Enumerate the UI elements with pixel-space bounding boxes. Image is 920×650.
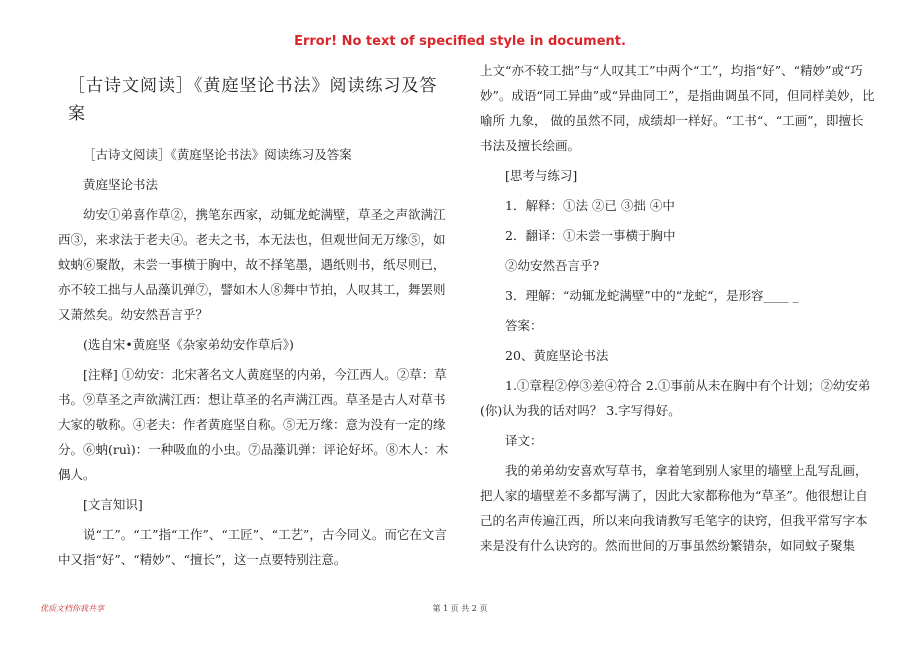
paragraph-question-1: 1．解释：①法 ②已 ③拙 ④中 bbox=[505, 198, 675, 213]
paragraph-original-text: 幼安①弟喜作草②，携笔东西家，动辄龙蛇满壁，草圣之声欲满江西③，来求法于老夫④。老夫之书，本无法也，但观世间无万缘⑤，如蚊蚋⑥聚散，未尝一事横于胸中，故不择笔墨，遇纸则书，纸尽则已，亦不较工拙与人品藻讥弹⑦，譬如木人⑧舞中节拍，人叹其工，舞罢则又萧然矣。幼安然吾言乎？ bbox=[58, 207, 446, 322]
paragraph-answer-label: 答案： bbox=[505, 318, 543, 333]
error-banner: Error! No text of specified style in document. bbox=[294, 34, 626, 49]
footer-slogan: 优质文档你我共享 bbox=[40, 604, 104, 613]
page-number: 第 1 页 共 2 页 bbox=[432, 604, 488, 613]
paragraph-answers: 1.①章程②停③差④符合 2.①事前从未在胸中有个计划；②幼安弟(你)认为我的话对吗？ 3.字写得好。 bbox=[480, 378, 871, 418]
paragraph-translation-label: 译文： bbox=[505, 433, 543, 448]
paragraph-subtitle: ［古诗文阅读］《黄庭坚论书法》阅读练习及答案 bbox=[83, 147, 352, 162]
right-column bbox=[480, 58, 875, 563]
paragraph-question-3: 3．理解：“动辄龙蛇满壁”中的“龙蛇“，是形容____ _ bbox=[505, 288, 799, 303]
paragraph-annotations: [注释] ①幼安：北宋著名文人黄庭坚的内弟，今江西人。②草：草书。⑨草圣之声欲满江西：想让草圣的名声满江西。草圣是古人对草书大家的敬称。④老夫：作者黄庭坚自称。⑤无万缘：意为没有一定的缘分。⑥蚋(ruì)：一种吸血的小虫。⑦品藻讥弹：评论好坏。⑧木人：木偶人。 bbox=[58, 367, 449, 482]
paragraph-knowledge-heading: [文言知识] bbox=[83, 497, 143, 512]
paragraph-question-2b: ②幼安然吾言乎? bbox=[505, 258, 600, 273]
paragraph-question-2: 2．翻译：①未尝一事横于胸中 bbox=[505, 228, 676, 243]
paragraph-answer-heading: 20、黄庭坚论书法 bbox=[505, 348, 609, 363]
left-column bbox=[58, 72, 453, 577]
paragraph-knowledge-cont: 上文“亦不较工拙”与“人叹其工”中两个“工”，均指“好”、“精妙”或“巧妙”。成语“同工异曲”或“异曲同工”，是指曲调虽不同，但同样美妙，比喻所 九象， 做的虽然不同，成绩却一样好。“工书“、“工画”，即擅长书法及擅长绘画。 bbox=[480, 63, 875, 153]
paragraph-heading: 黄庭坚论书法 bbox=[83, 177, 159, 192]
paragraph-exercise-heading: [思考与练习] bbox=[505, 168, 578, 183]
paragraph-knowledge: 说“工”。“工”指“工作”、“工匠”、“工艺”，古今同义。而它在文言中又指“好”、“精妙”、“擅长”，这一点要特别注意。 bbox=[58, 527, 447, 567]
paragraph-translation: 我的弟弟幼安喜欢写草书，拿着笔到别人家里的墙壁上乱写乱画，把人家的墙壁差不多都写满了，因此大家都称他为“草圣”。他很想让自己的名声传遍江西，所以来向我请教写毛笔字的诀窍，但我平常写字本来是没有什么诀窍的。然而世间的万事虽然纷繁错杂，如同蚊子聚集 bbox=[480, 463, 868, 553]
document-title: ［古诗文阅读］《黄庭坚论书法》阅读练习及答案 bbox=[68, 76, 438, 124]
paragraph-source: (选自宋•黄庭坚《杂家弟幼安作草后》) bbox=[83, 337, 294, 352]
